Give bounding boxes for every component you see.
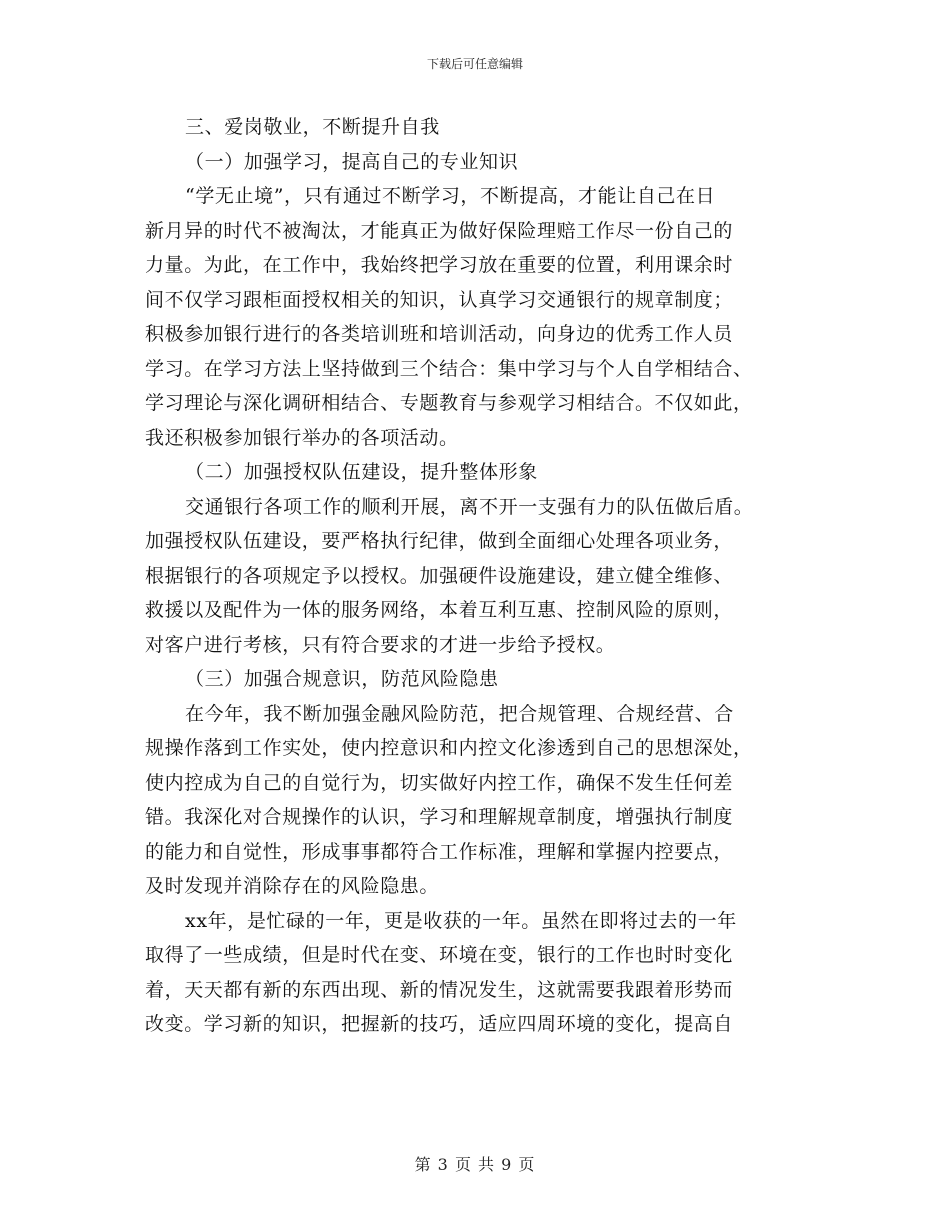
paragraph-line: 学习。在学习方法上坚持做到三个结合：集中学习与个人自学相结合、 [145, 357, 753, 380]
paragraph-line: 力量。为此，在工作中，我始终把学习放在重要的位置，利用课余时 [145, 254, 734, 276]
paragraph-line: 错。我深化对合规操作的认识，学习和理解规章制度，增强执行制度 [145, 806, 734, 828]
paragraph-line: 新月异的时代不被淘汰，才能真正为做好保险理赔工作尽一份自己的 [145, 219, 734, 242]
section-heading-line: （一）加强学习，提高自己的专业知识 [185, 150, 519, 173]
section-heading-line: （二）加强授权队伍建设，提升整体形象 [185, 461, 538, 483]
paragraph-line: 改变。学习新的知识，把握新的技巧，适应四周环境的变化，提高自 [145, 1013, 734, 1035]
paragraph-line: 根据银行的各项规定予以授权。加强硬件设施建设，建立健全维修、 [145, 564, 734, 587]
paragraph-line: 及时发现并消除存在的风险隐患。 [145, 875, 440, 897]
paragraph-line: 在今年，我不断加强金融风险防范，把合规管理、合规经营、合 [185, 702, 734, 725]
paragraph-line: 使内控成为自己的自觉行为，切实做好内控工作，确保不发生任何差 [145, 771, 734, 794]
paragraph-line: 间不仅学习跟柜面授权相关的知识，认真学习交通银行的规章制度； [145, 288, 734, 311]
paragraph-line: xx年，是忙碌的一年，更是收获的一年。虽然在即将过去的一年 [185, 909, 737, 932]
paragraph-line: 的能力和自觉性，形成事事都符合工作标准，理解和掌握内控要点， [145, 840, 734, 863]
section-heading-line: 三、爱岗敬业，不断提升自我 [185, 116, 440, 138]
page-header-note: 下载后可任意编辑 [426, 57, 523, 71]
section-heading-line: （三）加强合规意识，防范风险隐患 [185, 668, 499, 690]
paragraph-line: “学无止境”，只有通过不断学习，不断提高，才能让自己在日 [185, 185, 716, 207]
paragraph-line: 着，天天都有新的东西出现、新的情况发生，这就需要我跟着形势而 [145, 978, 734, 1001]
paragraph-line: 积极参加银行进行的各类培训班和培训活动，向身边的优秀工作人员 [145, 323, 734, 345]
paragraph-line: 取得了一些成绩，但是时代在变、环境在变，银行的工作也时时变化 [145, 944, 734, 966]
paragraph-line: 学习理论与深化调研相结合、专题教育与参观学习相结合。不仅如此， [145, 392, 753, 414]
paragraph-line: 我还积极参加银行举办的各项活动。 [145, 426, 459, 449]
paragraph-line: 加强授权队伍建设，要严格执行纪律，做到全面细心处理各项业务， [145, 530, 734, 552]
document-body [145, 110, 810, 1042]
paragraph-line: 救援以及配件为一体的服务网络，本着互利互惠、控制风险的原则， [145, 599, 734, 621]
paragraph-line: 交通银行各项工作的顺利开展，离不开一支强有力的队伍做后盾。 [185, 495, 754, 518]
page-number-footer: 第 3 页 共 9 页 [414, 1155, 536, 1174]
paragraph-line: 规操作落到工作实处，使内控意识和内控文化渗透到自己的思想深处， [145, 737, 753, 759]
paragraph-line: 对客户进行考核，只有符合要求的才进一步给予授权。 [145, 633, 616, 656]
